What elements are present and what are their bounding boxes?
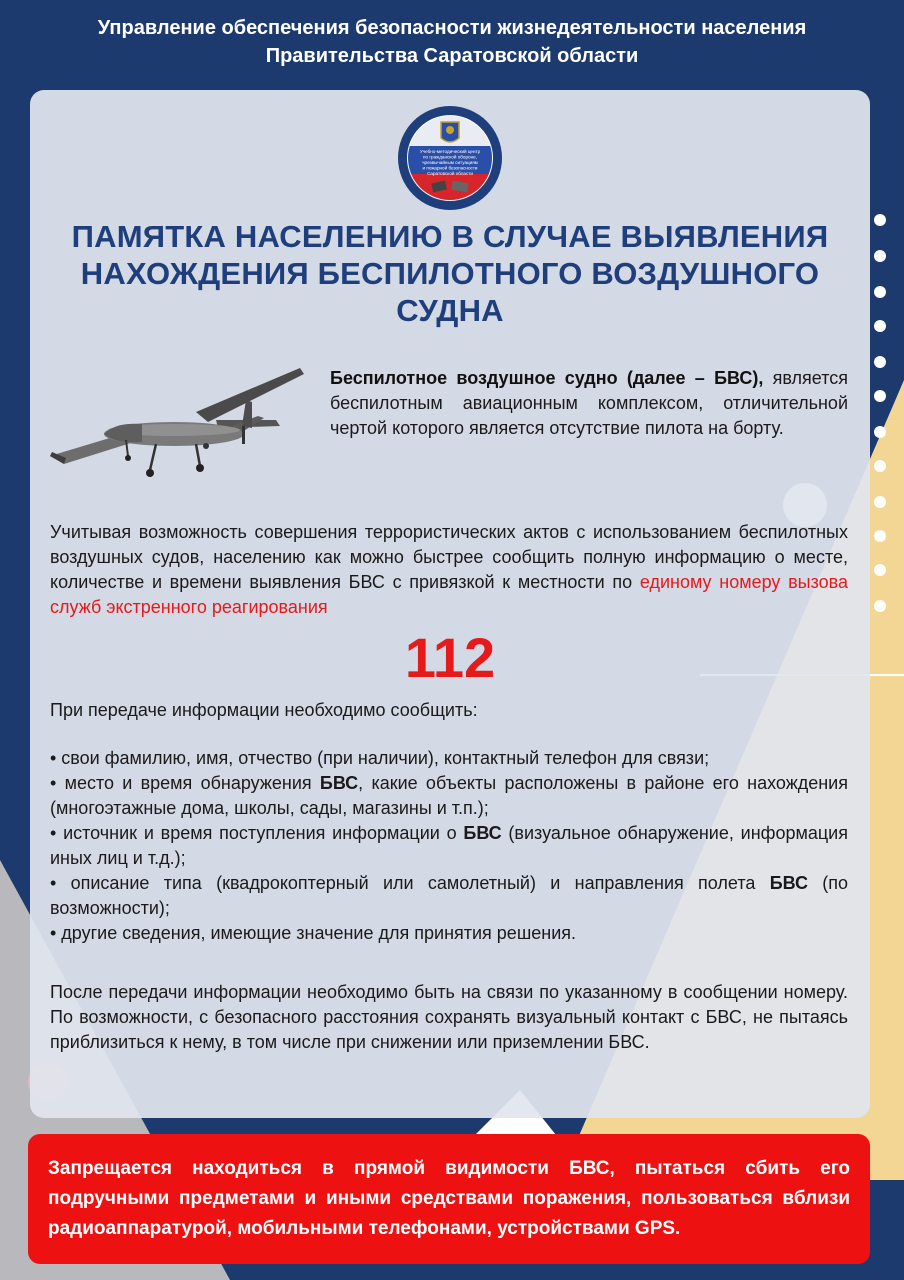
emblem-logo xyxy=(396,104,504,212)
definition-term: Беспилотное воздушное судно (далее – БВС), xyxy=(330,368,764,388)
list-item-text: • описание типа (квадрокоптерный или самолетный) и направления полета xyxy=(50,873,770,893)
list-item xyxy=(50,821,848,871)
intro-highlight: единому номеру вызова служб экстренного реагирования xyxy=(50,572,849,617)
list-item-text: • другие сведения, имеющие значение для принятия решения. xyxy=(50,923,577,943)
after-report-paragraph: После передачи информации необходимо быть на связи по указанному в сообщении номеру. По возможности, с безопасного расстояния сохранять визуальный контакт с БВС, не пытаясь приблизиться к нему, в том числе при снижении или приземлении БВС. xyxy=(50,982,848,1052)
intro-text: Учитывая возможность совершения террористических актов с использованием беспилотных воздушных судов, населению как можно быстрее сообщить полную информацию о месте, количестве и времени выявления БВС с привязкой к местности по xyxy=(50,522,848,592)
list-item-text: (визуальное обнаружение, информация иных лиц и т.д.); xyxy=(50,823,848,868)
logo-caption-line-3: чрезвычайным ситуациям xyxy=(422,160,478,165)
report-items-list xyxy=(50,746,848,946)
page-title xyxy=(50,218,850,329)
header-line-2: Правительства Саратовской области xyxy=(265,45,639,67)
report-intro: При передаче информации необходимо сообщить: xyxy=(50,700,478,720)
title-line-3: СУДНА xyxy=(396,293,504,328)
title-line-2: НАХОЖДЕНИЯ БЕСПИЛОТНОГО ВОЗДУШНОГО xyxy=(80,256,820,291)
logo-caption-line-4: и пожарной безопасности xyxy=(422,165,478,171)
list-item-bold: БВС xyxy=(463,823,502,843)
content-card xyxy=(30,90,870,1118)
list-item-text: , какие объекты расположены в районе его нахождения (многоэтажные дома, школы, сады, магазины и т.п.); xyxy=(50,773,848,818)
list-item xyxy=(50,771,848,821)
intro-paragraph xyxy=(50,520,848,620)
list-item-text: (по возможности); xyxy=(50,873,848,918)
decorative-dots xyxy=(872,212,888,622)
definition-text xyxy=(330,366,848,441)
list-item xyxy=(50,871,848,921)
header-line-1: Управление обеспечения безопасности жизнедеятельности населения xyxy=(97,17,807,39)
emergency-number: 112 xyxy=(404,626,496,689)
logo-caption-line-5: Саратовской области xyxy=(427,171,473,176)
list-item-text: • свои фамилию, имя, отчество (при наличии), контактный телефон для связи; xyxy=(50,748,710,768)
definition-body: является беспилотным авиационным комплексом, отличительной чертой которого является отсутствие пилота на борту. xyxy=(330,368,848,438)
list-item-bold: БВС xyxy=(769,873,808,893)
warning-box: Запрещается находиться в прямой видимости БВС, пытаться сбить его подручными предметами и иными средствами поражения, пользоваться вблизи радиоаппаратурой, мобильными телефонами, устройствами GPS. xyxy=(28,1134,870,1264)
logo-caption-line-2: по гражданской обороне, xyxy=(423,154,477,160)
list-item xyxy=(50,921,848,946)
header xyxy=(0,14,904,70)
list-item-text: • источник и время поступления информации о xyxy=(50,823,464,843)
logo-caption-line-1: Учебно-методический центр xyxy=(419,149,481,154)
list-item xyxy=(50,746,848,771)
drone-illustration xyxy=(46,360,306,495)
logo-caption xyxy=(420,148,481,176)
list-item-text: • место и время обнаружения xyxy=(50,773,320,793)
title-line-1: ПАМЯТКА НАСЕЛЕНИЮ В СЛУЧАЕ ВЫЯВЛЕНИЯ xyxy=(71,219,829,254)
list-item-bold: БВС xyxy=(319,773,359,793)
